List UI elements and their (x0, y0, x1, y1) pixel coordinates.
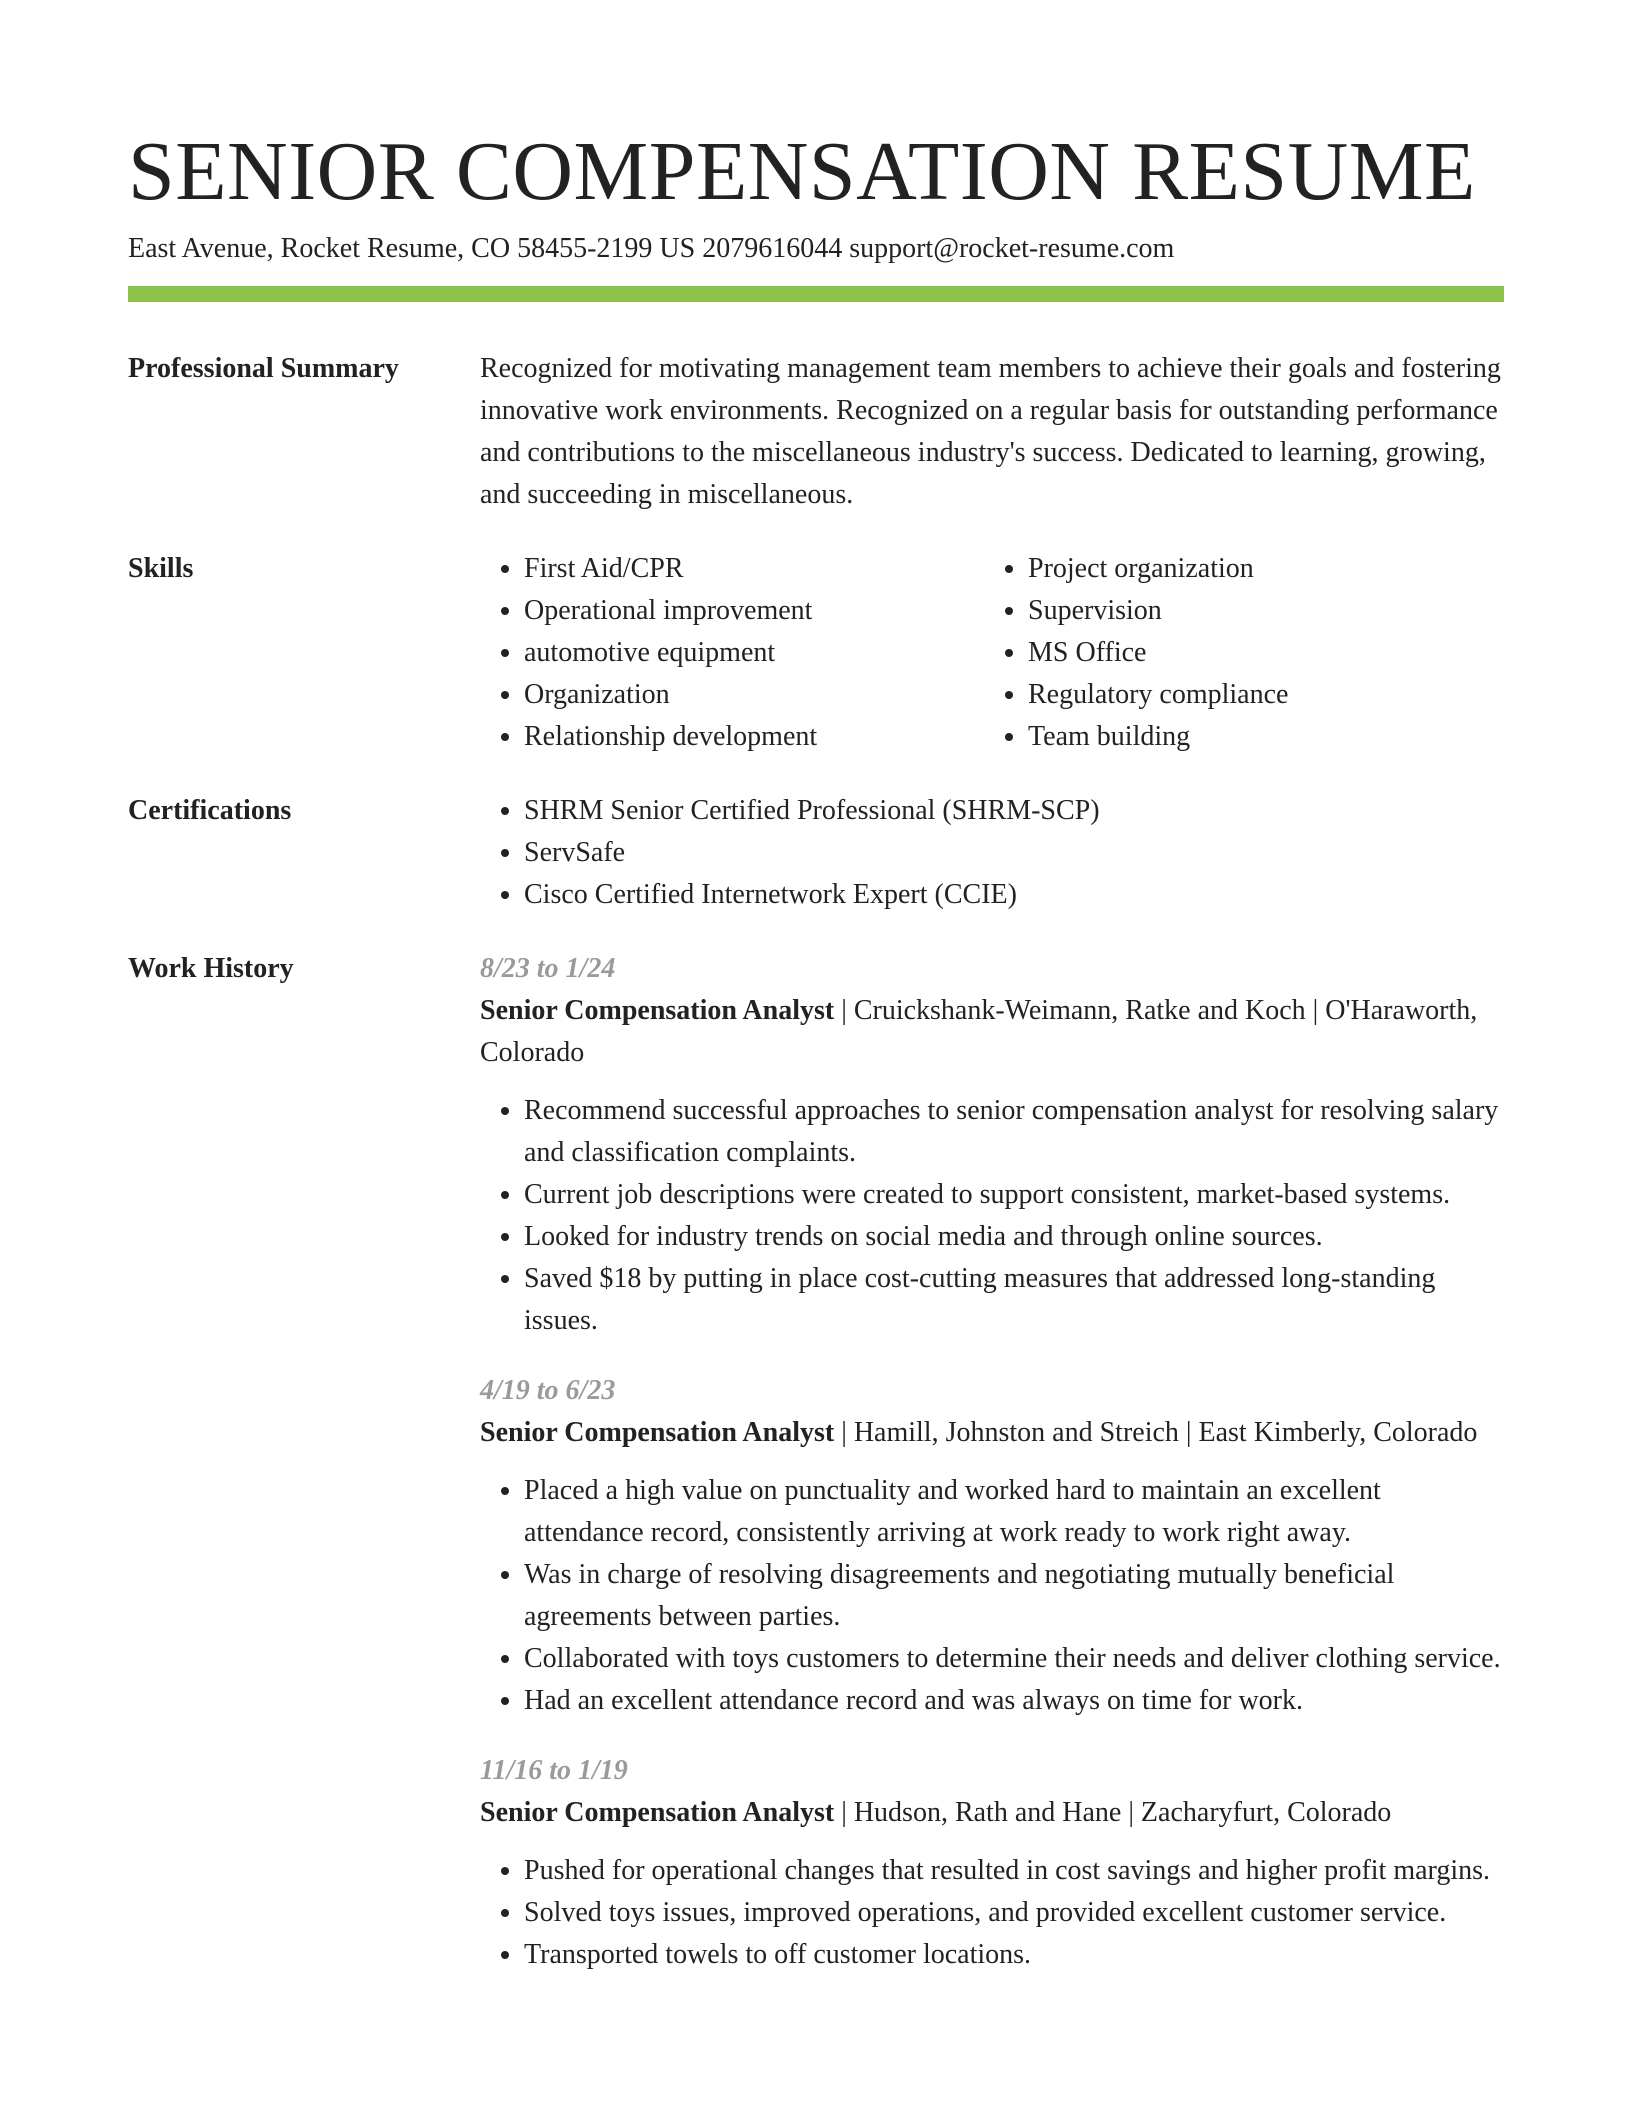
certification-item: • Cisco Certified Internetwork Expert (CCIE) (524, 874, 1504, 916)
job-heading (480, 1412, 1504, 1454)
skills-label: Skills (128, 553, 194, 584)
certifications-list (480, 790, 1504, 916)
skills-body (480, 548, 1504, 758)
job-entry (480, 948, 1504, 1342)
job-date: 8/23 to 1/24 (480, 953, 616, 984)
job-bullets (480, 1090, 1504, 1342)
job-bullets (480, 1850, 1504, 1976)
job-title: Senior Compensation Analyst (480, 1417, 835, 1448)
job-title: Senior Compensation Analyst (480, 995, 835, 1026)
job-bullet: • Transported towels to off customer locations. (524, 1934, 1504, 1976)
contact-line: East Avenue, Rocket Resume, CO 58455-2199 US 2079616044 support@rocket-resume.com (128, 233, 1175, 264)
skill-item: • Relationship development (524, 716, 984, 758)
summary-body (480, 348, 1504, 516)
skill-item: • First Aid/CPR (524, 548, 984, 590)
accent-divider (128, 286, 1504, 302)
skill-item: • Operational improvement (524, 590, 984, 632)
job-heading (480, 1792, 1504, 1834)
job-bullet: • Solved toys issues, improved operations, and provided excellent customer service. (524, 1892, 1504, 1934)
skills-list-left (480, 548, 984, 758)
certification-item: • SHRM Senior Certified Professional (SHRM-SCP) (524, 790, 1504, 832)
job-bullet: • Pushed for operational changes that resulted in cost savings and higher profit margins. (524, 1850, 1504, 1892)
summary-text: Recognized for motivating management team members to achieve their goals and fostering innovative work environments. Recognized on a regular basis for outstanding performance and contributions to the miscellaneous industry's success. Dedicated to learning, growing, and succeeding in miscellaneous. (480, 353, 1501, 510)
skill-item: • Regulatory compliance (1028, 674, 1488, 716)
job-bullet: • Recommend successful approaches to senior compensation analyst for resolving salary and classification complaints. (524, 1090, 1504, 1174)
resume-title: SENIOR COMPENSATION RESUME (128, 125, 1476, 218)
certification-item: • ServSafe (524, 832, 1504, 874)
job-bullet: • Was in charge of resolving disagreements and negotiating mutually beneficial agreements between parties. (524, 1554, 1504, 1638)
job-details: | Hamill, Johnston and Streich | East Kimberly, Colorado (834, 1417, 1478, 1448)
job-bullet: • Current job descriptions were created to support consistent, market-based systems. (524, 1174, 1504, 1216)
skill-item: • MS Office (1028, 632, 1488, 674)
work-history-label: Work History (128, 953, 294, 984)
job-bullet: • Placed a high value on punctuality and worked hard to maintain an excellent attendance record, consistently arriving at work ready to work right away. (524, 1470, 1504, 1554)
job-bullet: • Looked for industry trends on social media and through online sources. (524, 1216, 1504, 1258)
certifications-label: Certifications (128, 795, 292, 826)
job-entry (480, 1370, 1504, 1722)
job-heading (480, 990, 1504, 1074)
job-details: | Hudson, Rath and Hane | Zacharyfurt, Colorado (834, 1797, 1392, 1828)
skill-item: • automotive equipment (524, 632, 984, 674)
job-bullet: • Had an excellent attendance record and was always on time for work. (524, 1680, 1504, 1722)
skill-item: • Team building (1028, 716, 1488, 758)
job-date: 4/19 to 6/23 (480, 1375, 616, 1406)
job-date: 11/16 to 1/19 (480, 1755, 628, 1786)
job-bullet: • Saved $18 by putting in place cost-cutting measures that addressed long-standing issues. (524, 1258, 1504, 1342)
certifications-body (480, 790, 1504, 916)
summary-label: Professional Summary (128, 353, 399, 384)
work-history-body (480, 948, 1504, 2004)
job-title: Senior Compensation Analyst (480, 1797, 835, 1828)
job-details: | Cruickshank-Weimann, Ratke and Koch | O'Haraworth, Colorado (480, 995, 1478, 1068)
skill-item: • Organization (524, 674, 984, 716)
job-bullet: • Collaborated with toys customers to determine their needs and deliver clothing service. (524, 1638, 1504, 1680)
job-bullets (480, 1470, 1504, 1722)
job-entry (480, 1750, 1504, 1976)
skill-item: • Supervision (1028, 590, 1488, 632)
skills-list-right (984, 548, 1488, 758)
skill-item: • Project organization (1028, 548, 1488, 590)
